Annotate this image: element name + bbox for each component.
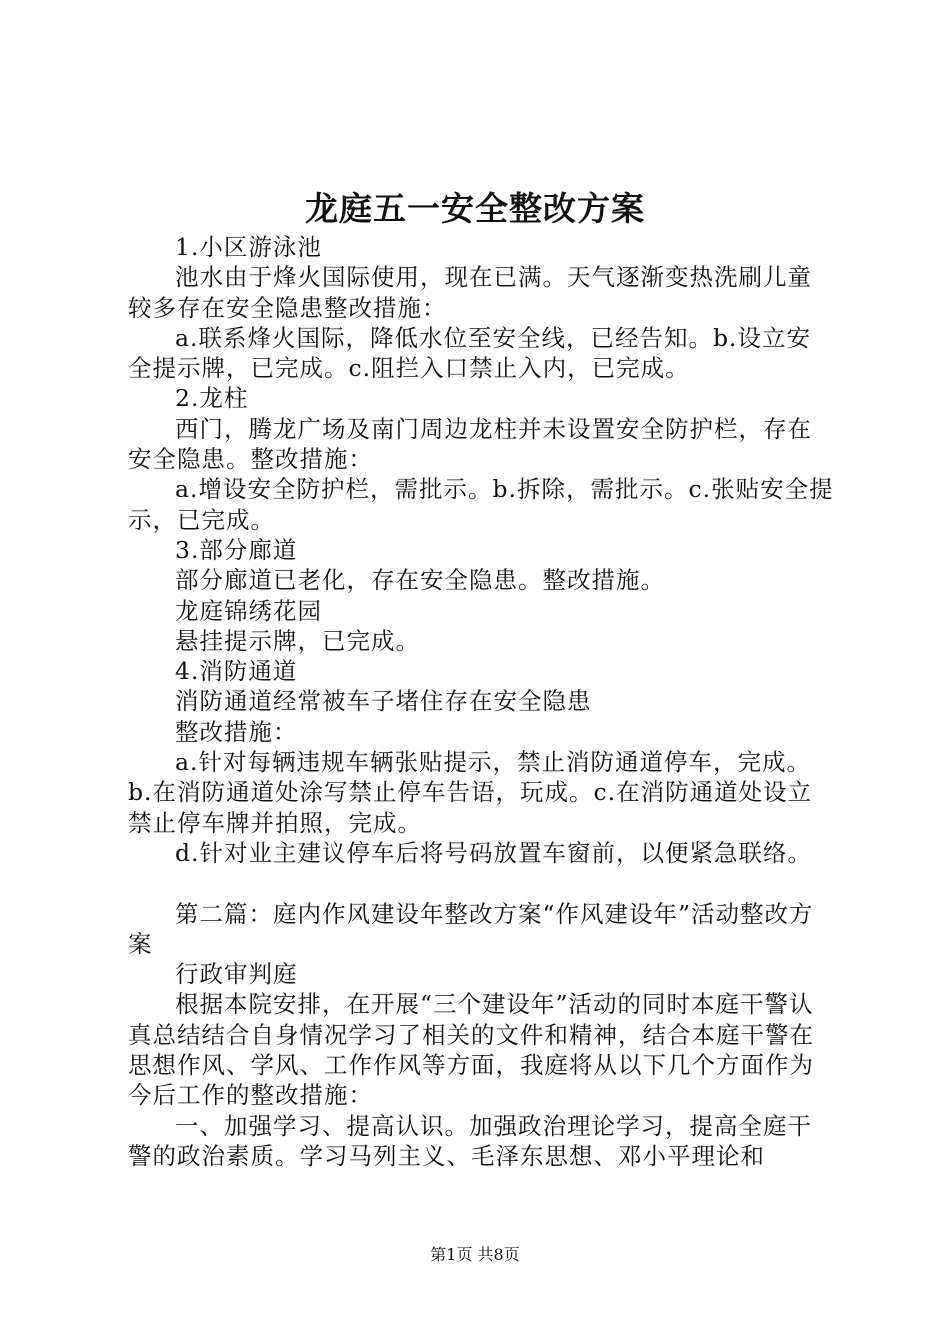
- heading-swimming-pool: 1.小区游泳池: [175, 233, 322, 261]
- heading-dragon-pillar: 2.龙柱: [175, 384, 249, 413]
- paragraph: a.针对每辆违规车辆张贴提示，禁止消防通道停车，完成。b.在消防通道处涂写禁止停车告语，玩成。c.在消防通道处设立禁止停车牌并拍照，完成。: [128, 748, 813, 837]
- paragraph: 根据本院安排，在开展“三个建设年”活动的同时本庭干警认真总结结合自身情况学习了相关的文件和精神，结合本庭干警在思想作风、学风、工作作风等方面，我庭将从以下几个方面作为今后工作的整改措施：: [128, 990, 814, 1110]
- heading-corridor: 3.部分廊道: [175, 535, 298, 564]
- page-number: 第1页 共8页: [430, 1245, 520, 1264]
- paragraph: a.联系烽火国际，降低水位至安全线，已经告知。b.设立安全提示牌，已完成。c.阻拦入口禁止入内，已完成。: [128, 323, 811, 383]
- paragraph: 消防通道经常被车子堵住存在安全隐患: [175, 687, 592, 716]
- paragraph: a.增设安全防护栏，需批示。b.拆除，需批示。c.张贴安全提示，已完成。: [128, 475, 834, 534]
- paragraph: 一、加强学习、提高认识。加强政治理论学习，提高全庭干警的政治素质。学习马列主义、毛泽东思想、邓小平理论和: [128, 1111, 812, 1170]
- paragraph: 池水由于烽火国际使用，现在已满。天气逐渐变热洗刷儿童较多存在安全隐患整改措施：: [128, 263, 812, 322]
- document-body: [128, 232, 834, 1171]
- paragraph: 行政审判庭: [175, 960, 298, 989]
- heading-fire-lane: 4.消防通道: [175, 657, 298, 686]
- paragraph: d.针对业主建议停车后将号码放置车窗前，以便紧急联络。: [175, 838, 813, 867]
- paragraph: 悬挂提示牌，已完成。: [175, 626, 420, 655]
- paragraph: 部分廊道已老化，存在安全隐患。整改措施。: [175, 566, 665, 595]
- paragraph-spacer: [128, 868, 834, 898]
- paragraph: 西门，腾龙广场及南门周边龙柱并未设置安全防护栏，存在安全隐患。整改措施：: [128, 414, 812, 474]
- section-heading: 第二篇：庭内作风建设年整改方案“作风建设年”活动整改方案: [128, 899, 814, 958]
- document-title: 龙庭五一安全整改方案: [305, 189, 645, 228]
- paragraph: 龙庭锦绣花园: [175, 596, 322, 625]
- paragraph: 整改措施：: [175, 717, 298, 746]
